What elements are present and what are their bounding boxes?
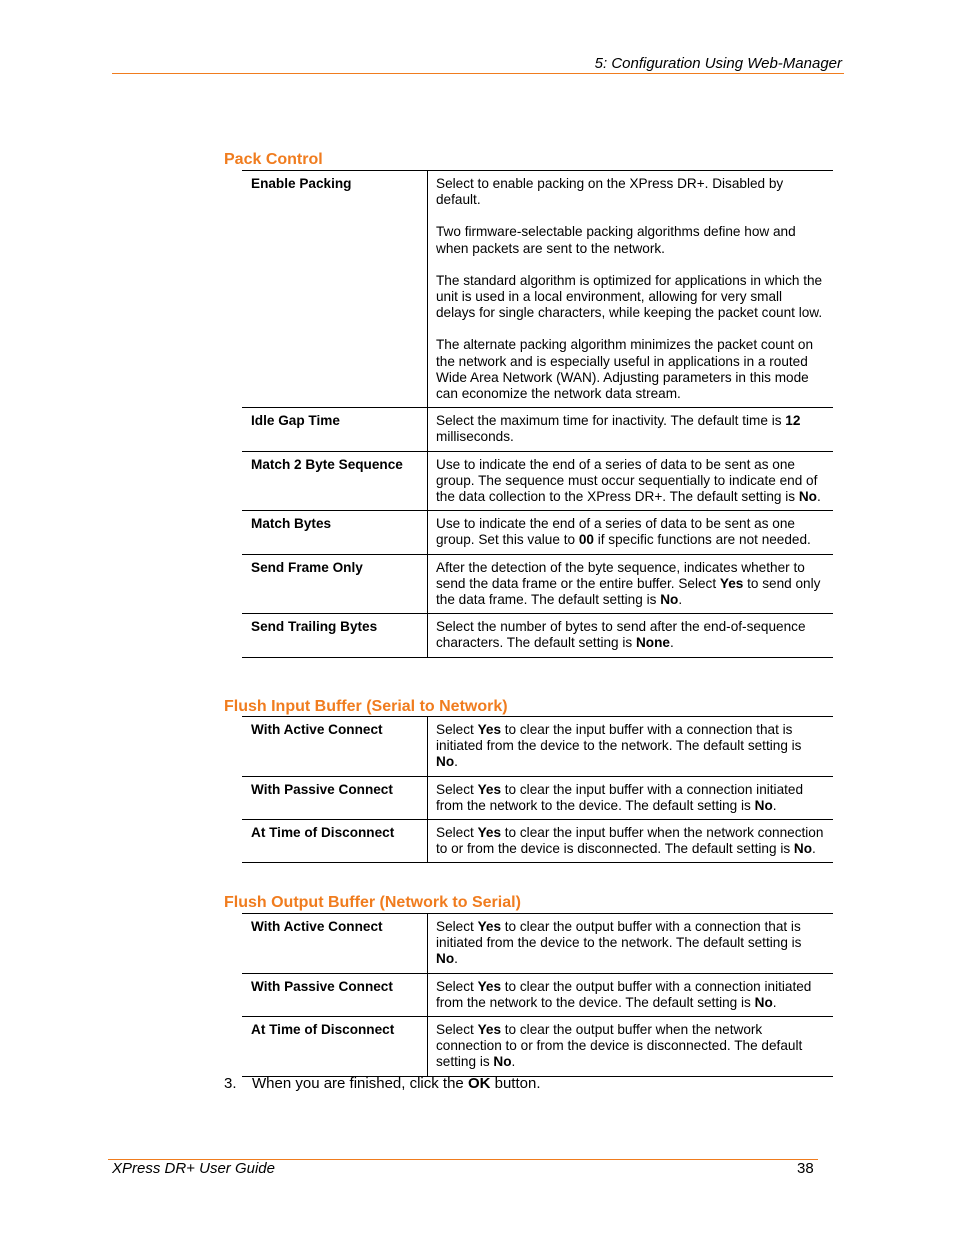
description-paragraph [436, 176, 825, 208]
setting-name: Enable Packing [242, 171, 428, 408]
bold-term: No [793, 841, 813, 857]
text-run: . [669, 635, 674, 651]
setting-description [428, 451, 834, 511]
text-run: Select the maximum time for inactivity. The default time is [436, 413, 786, 429]
text-run: milliseconds. [436, 429, 514, 445]
bold-term: Yes [477, 919, 501, 934]
chapter-title: 5: Configuration Using Web-Manager [594, 55, 842, 72]
table-row [242, 408, 833, 451]
description-paragraph [436, 782, 825, 814]
bold-term: 12 [785, 413, 801, 429]
text-run: . [812, 841, 816, 857]
bold-term: No [660, 592, 679, 608]
text-run: to clear the output buffer with a connection initiated from the network to the device. The default setting is [436, 978, 812, 1010]
table-row [242, 973, 833, 1016]
bold-term: No [493, 1054, 512, 1070]
text-run: Select [436, 781, 478, 797]
bold-term: No [436, 951, 455, 967]
section-title-flush-output: Flush Output Buffer (Network to Serial) [224, 894, 521, 911]
bold-term: Yes [477, 722, 501, 737]
section-title-pack-control: Pack Control [224, 151, 323, 168]
setting-description [428, 776, 834, 819]
text-run: to clear the input buffer when the network connection to or from the device is disconnected. The default setting is [436, 825, 824, 857]
setting-description [428, 171, 834, 408]
header-rule [112, 73, 844, 74]
section-title-flush-input: Flush Input Buffer (Serial to Network) [224, 698, 508, 715]
text-run: Select [436, 825, 478, 841]
text-run: Use to indicate the end of a series of data to be sent as one group. The sequence must occur sequentially to indicate end of the data collection to the XPress DR+. The default setting is [436, 456, 818, 505]
text-run: to clear the input buffer with a connection initiated from the network to the device. The default setting is [436, 781, 804, 813]
description-paragraph [436, 979, 825, 1011]
bold-term: Yes [477, 1022, 501, 1038]
description-paragraph [436, 825, 825, 857]
bold-term: Yes [477, 978, 501, 994]
bold-term: Yes [719, 575, 744, 591]
text-run: to clear the input buffer with a connection that is initiated from the device to the network. The default setting is [436, 722, 802, 754]
footer-title: XPress DR+ User Guide [112, 1160, 275, 1177]
text-run: if specific functions are not needed. [593, 532, 811, 548]
table-row [242, 451, 833, 511]
text-run: After the detection of the byte sequence, indicates whether to send the data frame or the entire buffer. Select [436, 559, 805, 591]
table-row [242, 914, 833, 974]
table-row [242, 820, 833, 863]
table-row [242, 171, 833, 408]
text-run: Select [436, 722, 478, 737]
description-paragraph [436, 919, 825, 968]
bold-term: 00 [578, 532, 594, 548]
bold-term: No [754, 994, 773, 1010]
setting-name: Send Trailing Bytes [242, 614, 428, 657]
text-run: When you are finished, click the [252, 1075, 468, 1092]
text-run: to send only the data frame. The default setting is [436, 575, 821, 608]
step-item [224, 1075, 541, 1092]
text-run: Select to enable packing on the XPress DR+. Disabled by default. [436, 176, 784, 208]
step-text [252, 1075, 541, 1092]
bold-term: No [798, 489, 817, 505]
setting-name: With Active Connect [242, 914, 428, 974]
text-run: to clear the output buffer with a connection that is initiated from the device to the network. The default setting is [436, 919, 802, 951]
setting-name: With Passive Connect [242, 973, 428, 1016]
setting-name: With Passive Connect [242, 776, 428, 819]
setting-name: Match 2 Byte Sequence [242, 451, 428, 511]
setting-name: Match Bytes [242, 511, 428, 554]
text-run: . [772, 797, 777, 813]
page-number: 38 [797, 1160, 814, 1177]
table-row [242, 776, 833, 819]
setting-description [428, 973, 834, 1016]
text-run: The alternate packing algorithm minimizes the packet count on the network and is especially useful in applications in a routed Wide Area Network (WAN). Adjusting parameters in this mode can economize the network data stream. [436, 337, 814, 402]
setting-name: Idle Gap Time [242, 408, 428, 451]
flush-input-table [242, 716, 833, 863]
setting-description [428, 614, 834, 657]
text-run: . [772, 994, 777, 1010]
text-run: Select [436, 1022, 478, 1038]
bold-term: OK [467, 1075, 491, 1092]
step-number: 3. [224, 1075, 237, 1092]
bold-term: No [436, 754, 455, 770]
table-row [242, 554, 833, 614]
text-run: Select [436, 978, 478, 994]
description-paragraph [436, 413, 825, 445]
setting-name: At Time of Disconnect [242, 1017, 428, 1077]
text-run: Two firmware-selectable packing algorithms define how and when packets are sent to the network. [436, 224, 796, 256]
table-row [242, 614, 833, 657]
bold-term: None [635, 635, 670, 651]
table-row [242, 717, 833, 777]
text-run: . [454, 951, 458, 967]
setting-name: With Active Connect [242, 717, 428, 777]
text-run: Use to indicate the end of a series of data to be sent as one group. Set this value to [436, 516, 795, 548]
bold-term: Yes [477, 781, 501, 797]
setting-description [428, 717, 834, 777]
description-paragraph [436, 273, 825, 322]
flush-output-table [242, 913, 833, 1077]
table-row [242, 1017, 833, 1077]
setting-description [428, 554, 834, 614]
setting-name: At Time of Disconnect [242, 820, 428, 863]
description-paragraph [436, 224, 825, 256]
table-row [242, 511, 833, 554]
text-run: . [678, 592, 683, 608]
pack-control-table [242, 170, 833, 658]
description-paragraph [436, 722, 825, 771]
text-run: Select the number of bytes to send after the end-of-sequence characters. The default setting is [436, 619, 806, 651]
setting-description [428, 1017, 834, 1077]
setting-description [428, 914, 834, 974]
bold-term: Yes [477, 825, 501, 841]
text-run: Select [436, 919, 478, 934]
text-run: button. [490, 1075, 541, 1092]
setting-description [428, 820, 834, 863]
text-run: . [816, 489, 821, 505]
text-run: to clear the output buffer when the network connection to or from the device is disconnected. The default setting is [436, 1022, 803, 1070]
text-run: The standard algorithm is optimized for applications in which the unit is used in a local environment, allowing for very small delays for single characters, while keeping the packet count low. [436, 272, 823, 321]
text-run: . [454, 754, 458, 770]
setting-description [428, 511, 834, 554]
bold-term: No [754, 797, 773, 813]
description-paragraph [436, 516, 825, 548]
description-paragraph [436, 457, 825, 506]
description-paragraph [436, 337, 825, 402]
setting-description [428, 408, 834, 451]
text-run: . [511, 1054, 516, 1070]
description-paragraph [436, 560, 825, 609]
setting-name: Send Frame Only [242, 554, 428, 614]
description-paragraph [436, 1022, 825, 1071]
description-paragraph [436, 619, 825, 651]
